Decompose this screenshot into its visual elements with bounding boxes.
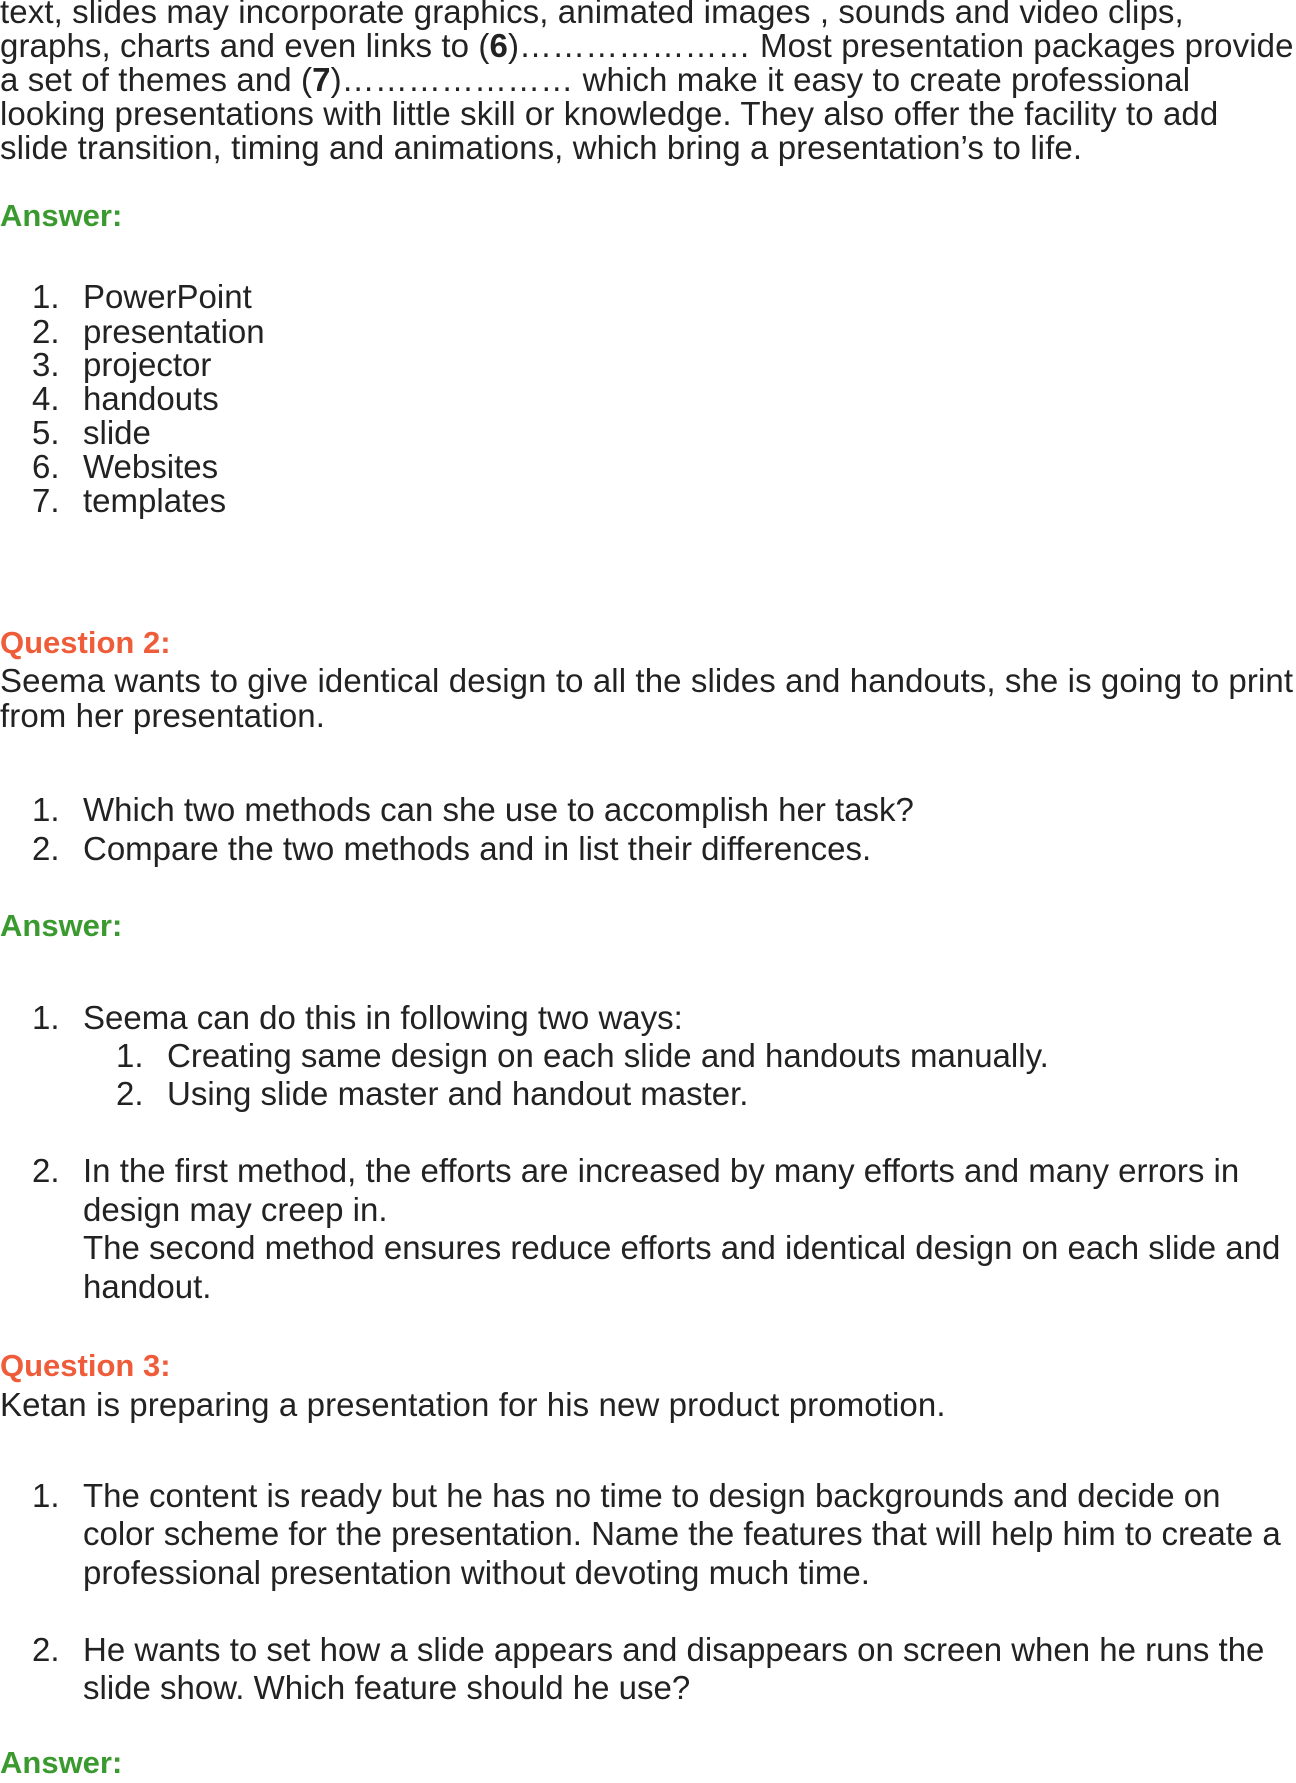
answer-1-item: projector [83,346,212,383]
question-3-heading: Question 3: [0,1348,171,1383]
answer-2-item-num: 1. [32,999,60,1036]
answer-2-subitem: Creating same design on each slide and handouts manually. [167,1037,1049,1074]
question-2-text-line-2: from her presentation. [0,697,326,734]
answer-2-item-line: In the first method, the efforts are increased by many efforts and many errors in [83,1152,1240,1189]
answer-2-heading: Answer: [0,908,123,943]
question-2-item: Compare the two methods and in list their differences. [83,830,872,867]
answer-2-item: Seema can do this in following two ways: [83,999,683,1036]
answer-2-item-line: The second method ensures reduce efforts and identical design on each slide and [83,1229,1281,1266]
answer-2-subitem-num: 2. [116,1075,144,1112]
question-3-item-line: color scheme for the presentation. Name the features that will help him to create a [83,1515,1281,1552]
question-2-item: Which two methods can she use to accomplish her task? [83,791,914,828]
blank-number-6: 6 [489,27,508,64]
answer-1-item: PowerPoint [83,278,252,315]
answer-1-item-num: 6. [32,448,60,485]
answer-1-item: handouts [83,380,219,417]
answer-1-heading: Answer: [0,198,123,233]
answer-2-item-num: 2. [32,1152,60,1189]
answer-1-item-num: 4. [32,380,60,417]
answer-2-item-line: handout. [83,1268,212,1305]
intro-line-3-end: )………………… which make it easy to create professional [330,61,1191,98]
intro-line-2-end: )………………… Most presentation packages provide [507,27,1294,64]
answer-1-item-num: 7. [32,482,60,519]
answer-2-subitem-num: 1. [116,1037,144,1074]
answer-1-item: slide [83,414,151,451]
question-3-item-line: slide show. Which feature should he use? [83,1669,691,1706]
answer-1-item: Websites [83,448,219,485]
answer-1-item: templates [83,482,227,519]
question-2-text-line-1: Seema wants to give identical design to all the slides and handouts, she is going to print [0,662,1294,699]
answer-1-item-num: 1. [32,278,60,315]
question-2-heading: Question 2: [0,625,171,660]
question-3-text-line-1: Ketan is preparing a presentation for his new product promotion. [0,1386,946,1423]
answer-1-item: presentation [83,313,265,350]
blank-number-7: 7 [312,61,331,98]
answer-2-item-line: design may creep in. [83,1191,388,1228]
question-2-item-num: 1. [32,791,60,828]
intro-line-5: slide transition, timing and animations, which bring a presentation’s to life. [0,129,1083,166]
intro-line-1: text, slides may incorporate graphics, animated images , sounds and video clips, [0,0,1184,30]
question-3-item-line: The content is ready but he has no time to design backgrounds and decide on [83,1477,1221,1514]
answer-1-item-num: 5. [32,414,60,451]
intro-line-2-start: graphs, charts and even links to ( [0,27,490,64]
intro-line-4: looking presentations with little skill or knowledge. They also offer the facility to add [0,95,1219,132]
intro-line-3-start: a set of themes and ( [0,61,313,98]
answer-1-item-num: 2. [32,313,60,350]
question-3-item-num: 2. [32,1631,60,1668]
answer-1-item-num: 3. [32,346,60,383]
question-2-item-num: 2. [32,830,60,867]
answer-2-subitem: Using slide master and handout master. [167,1075,749,1112]
answer-3-heading: Answer: [0,1745,123,1780]
question-3-item-line: professional presentation without devoting much time. [83,1554,870,1591]
question-3-item-num: 1. [32,1477,60,1514]
question-3-item-line: He wants to set how a slide appears and disappears on screen when he runs the [83,1631,1265,1668]
